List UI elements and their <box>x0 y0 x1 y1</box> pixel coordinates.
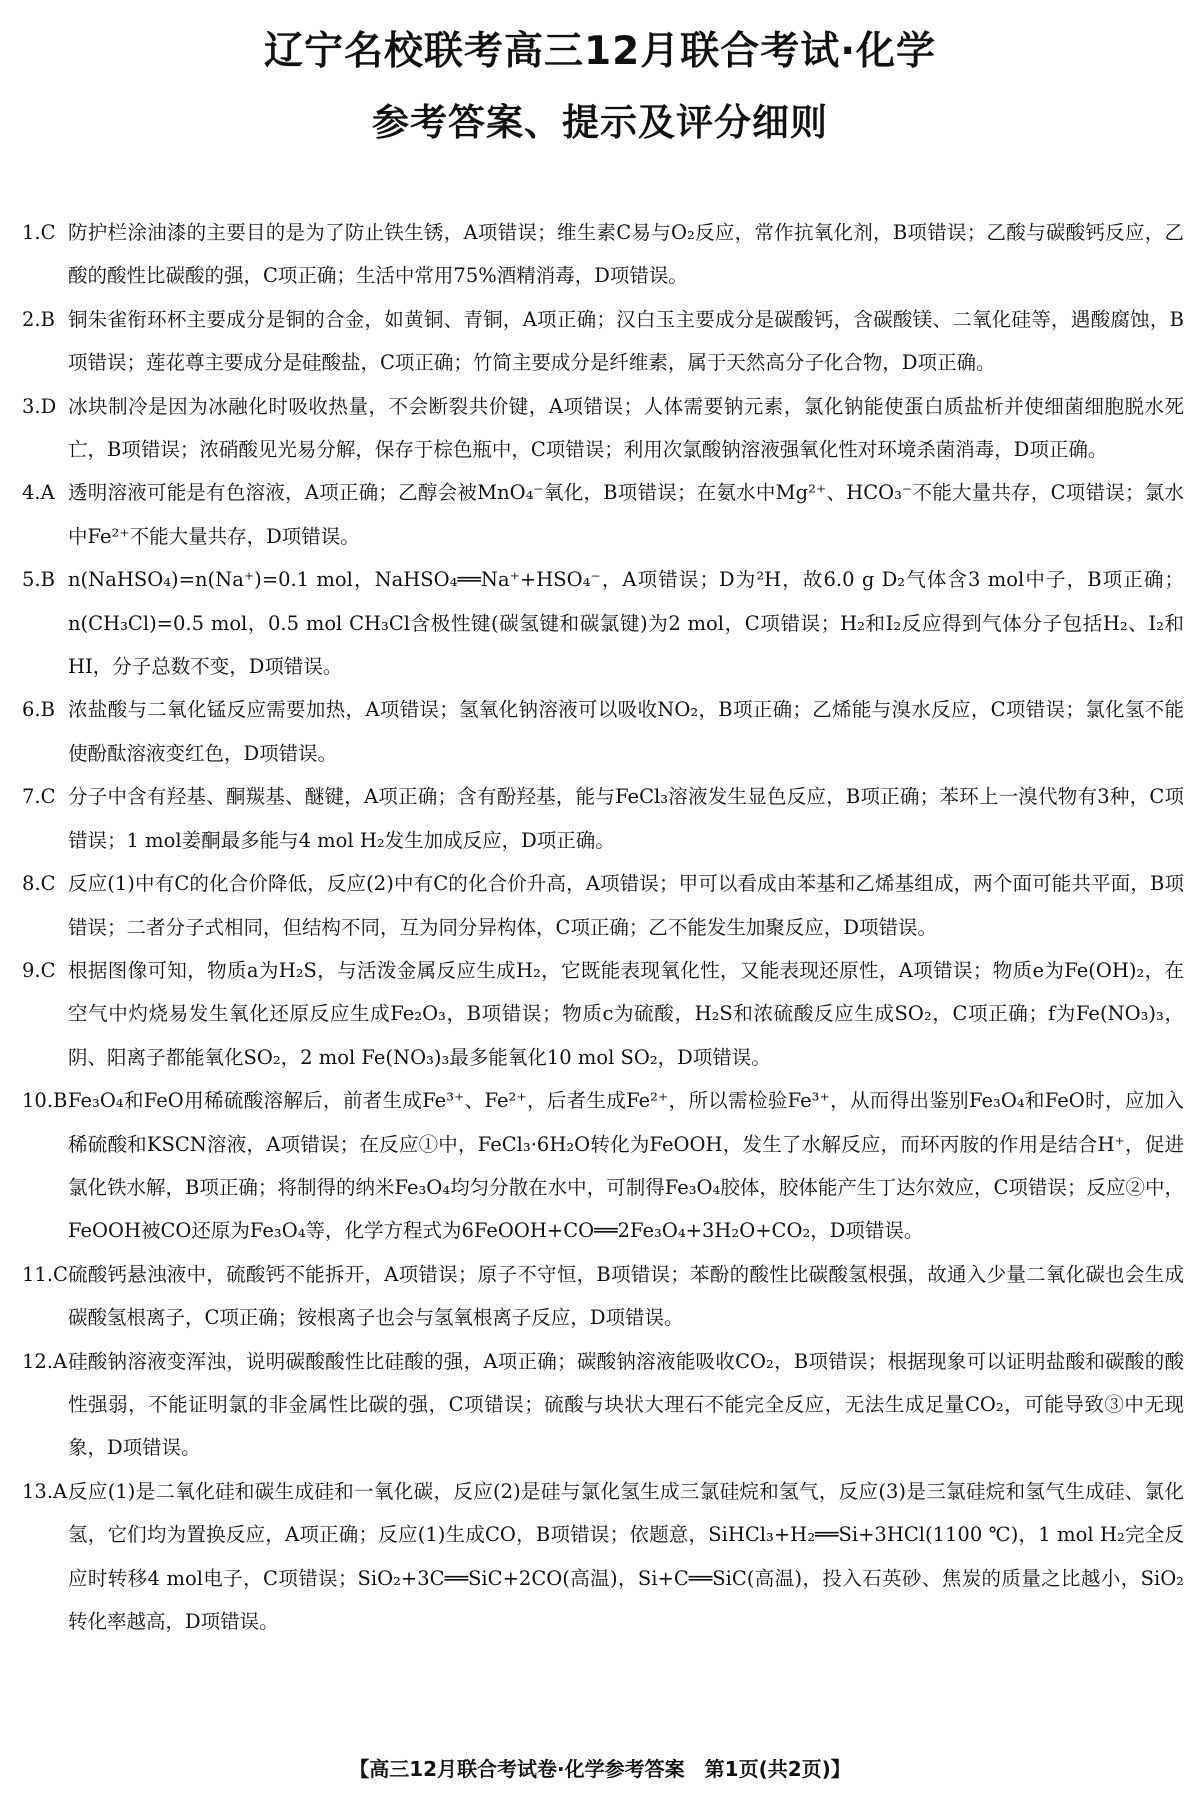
answer-explanation: n(NaHSO₄)=n(Na⁺)=0.1 mol，NaHSO₄══Na⁺+HSO₄⁻，A项错误；D为²H，故6.0 g D₂气体含3 mol中子，B项正确；n(CH₃Cl)=0.5 mol，0.5 mol CH₃Cl含极性键(碳氢键和碳氯键)为2 mol，C项错误；H₂和I₂反应得到气体分子包括H₂、I₂和HI，分子总数不变，D项错误。 <box>68 568 1184 679</box>
answer-item <box>22 862 1184 949</box>
answer-item <box>22 949 1184 1079</box>
answer-explanation: 铜朱雀衔环杯主要成分是铜的合金，如黄铜、青铜，A项正确；汉白玉主要成分是碳酸钙，含碳酸镁、二氧化硅等，遇酸腐蚀，B项错误；莲花尊主要成分是硅酸盐，C项正确；竹简主要成分是纤维素，属于天然高分子化合物，D项正确。 <box>68 307 1184 375</box>
answer-explanation: 硅酸钠溶液变浑浊，说明碳酸酸性比硅酸的强，A项正确；碳酸钠溶液能吸收CO₂，B项错误；根据现象可以证明盐酸和碳酸的酸性强弱，不能证明氯的非金属性比碳的强，C项错误；硫酸与块状大理石不能完全反应，无法生成足量CO₂，可能导致③中无现象，D项错误。 <box>68 1349 1184 1460</box>
answer-number: 9.C <box>22 958 56 982</box>
answer-item <box>22 1470 1184 1644</box>
answer-number: 4.A <box>22 481 55 505</box>
answer-explanation: 分子中含有羟基、酮羰基、醚键，A项正确；含有酚羟基，能与FeCl₃溶液发生显色反应，B项正确；苯环上一溴代物有3种，C项错误；1 mol姜酮最多能与4 mol H₂发生加成反应，D项正确。 <box>68 785 1184 852</box>
answer-list <box>22 211 1184 1643</box>
answer-number: 6.B <box>22 698 55 722</box>
answer-number: 7.C <box>22 785 56 809</box>
document-subtitle: 参考答案、提示及评分细则 <box>372 101 828 144</box>
answer-explanation: Fe₃O₄和FeO用稀硫酸溶解后，前者生成Fe³⁺、Fe²⁺，后者生成Fe²⁺，所以需检验Fe³⁺，从而得出鉴别Fe₃O₄和FeO时，应加入稀硫酸和KSCN溶液，A项错误；在反应①中，FeCl₃·6H₂O转化为FeOOH，发生了水解反应，而环丙胺的作用是结合H⁺，促进氯化铁水解，B项正确；将制得的纳米Fe₃O₄均匀分散在水中，可制得Fe₃O₄胶体，胶体能产生丁达尔效应，C项错误；反应②中，FeOOH被CO还原为Fe₃O₄等，化学方程式为6FeOOH+CO══2Fe₃O₄+3H₂O+CO₂，D项错误。 <box>68 1089 1184 1243</box>
answer-item <box>22 1079 1184 1253</box>
answer-number: 1.C <box>22 221 56 244</box>
answer-item <box>22 775 1184 862</box>
answer-explanation: 防护栏涂油漆的主要目的是为了防止铁生锈，A项错误；维生素C易与O₂反应，常作抗氧化剂，B项错误；乙酸与碳酸钙反应，乙酸的酸性比碳酸的强，C项正确；生活中常用75%酒精消毒，D项错误。 <box>68 221 1184 288</box>
answer-item <box>22 558 1184 688</box>
answer-explanation: 透明溶液可能是有色溶液，A项正确；乙醇会被MnO₄⁻氧化，B项错误；在氨水中Mg²⁺、HCO₃⁻不能大量共存，C项错误；氯水中Fe²⁺不能大量共存，D项错误。 <box>68 481 1184 548</box>
answer-item <box>22 1340 1184 1470</box>
answer-number: 11.C <box>22 1262 68 1286</box>
answer-item <box>22 298 1184 385</box>
answer-number: 5.B <box>22 568 55 592</box>
answer-explanation: 反应(1)中有C的化合价降低，反应(2)中有C的化合价升高，A项错误；甲可以看成由苯基和乙烯基组成，两个面可能共平面，B项错误；二者分子式相同，但结构不同，互为同分异构体，C项正确；乙不能发生加聚反应，D项错误。 <box>68 872 1184 939</box>
answer-explanation: 硫酸钙悬浊液中，硫酸钙不能拆开，A项错误；原子不守恒，B项错误；苯酚的酸性比碳酸氢根强，故通入少量二氧化碳也会生成碳酸氢根离子，C项正确；铵根离子也会与氢氧根离子反应，D项错误。 <box>68 1262 1184 1330</box>
answer-item <box>22 211 1184 298</box>
answer-number: 10.B <box>22 1089 68 1113</box>
answer-item <box>22 385 1184 472</box>
answer-item <box>22 471 1184 558</box>
answer-explanation: 反应(1)是二氧化硅和碳生成硅和一氧化碳，反应(2)是硅与氯化氢生成三氯硅烷和氢气，反应(3)是三氯硅烷和氢气生成硅、氯化氢，它们均为置换反应，A项正确；反应(1)生成CO，B项错误；依题意，SiHCl₃+H₂══Si+3HCl(1100 ℃)，1 mol H₂完全反应时转移4 mol电子，C项错误；SiO₂+3C══SiC+2CO(高温)，Si+C══SiC(高温)，投入石英砂、焦炭的质量之比越小，SiO₂转化率越高，D项错误。 <box>68 1479 1184 1633</box>
answer-number: 12.A <box>22 1349 68 1373</box>
answer-item <box>22 688 1184 775</box>
answer-explanation: 根据图像可知，物质a为H₂S，与活泼金属反应生成H₂，它既能表现氧化性，又能表现还原性，A项错误；物质e为Fe(OH)₂，在空气中灼烧易发生氧化还原反应生成Fe₂O₃，B项错误；物质c为硫酸，H₂S和浓硫酸反应生成SO₂，C项正确；f为Fe(NO₃)₃，阴、阳离子都能氧化SO₂，2 mol Fe(NO₃)₃最多能氧化10 mol SO₂，D项错误。 <box>68 958 1184 1069</box>
answer-number: 3.D <box>22 394 57 418</box>
page-footer: 【高三12月联合考试卷·化学参考答案 第1页(共2页)】 <box>349 1757 851 1781</box>
answer-number: 13.A <box>22 1479 68 1503</box>
answer-number: 8.C <box>22 872 56 896</box>
document-title: 辽宁名校联考高三12月联合考试·化学 <box>263 29 937 74</box>
answer-item <box>22 1253 1184 1340</box>
answer-explanation: 冰块制冷是因为冰融化时吸收热量，不会断裂共价键，A项错误；人体需要钠元素，氯化钠能使蛋白质盐析并使细菌细胞脱水死亡，B项错误；浓硝酸见光易分解，保存于棕色瓶中，C项错误；利用次氯酸钠溶液强氧化性对环境杀菌消毒，D项正确。 <box>68 394 1184 462</box>
answer-number: 2.B <box>22 307 55 331</box>
answer-explanation: 浓盐酸与二氧化锰反应需要加热，A项错误；氢氧化钠溶液可以吸收NO₂，B项正确；乙烯能与溴水反应，C项错误；氯化氢不能使酚酞溶液变红色，D项错误。 <box>68 698 1184 765</box>
